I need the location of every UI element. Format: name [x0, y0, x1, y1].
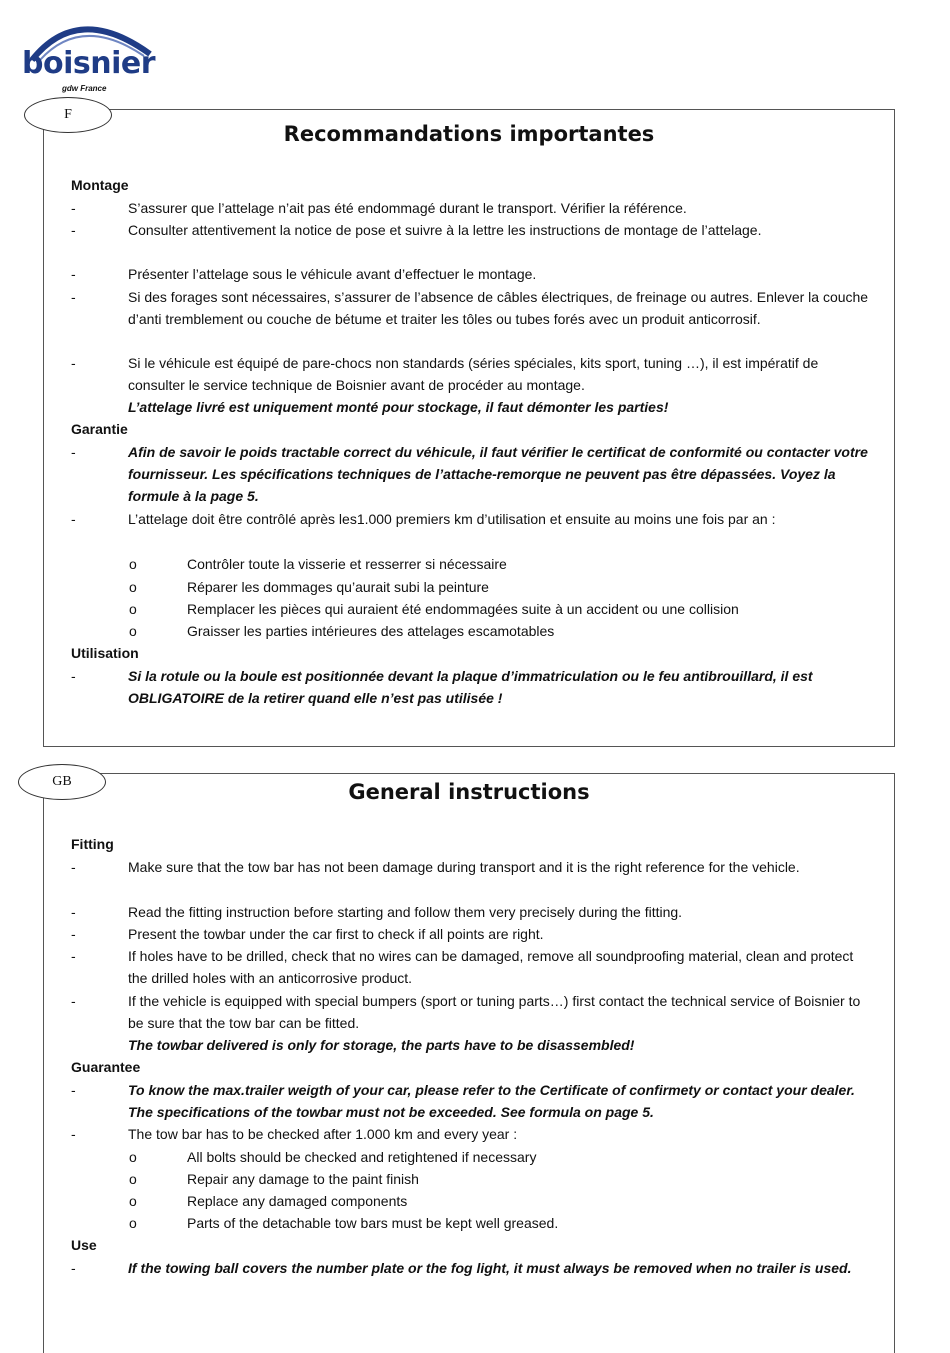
list-item: - L’attelage doit être contrôlé après les1.000 premiers km d’utilisation et ensuite au moins une fois par an :: [71, 508, 871, 530]
bullet-marker: o: [129, 579, 137, 595]
list-item: - Read the fitting instruction before starting and follow them very precisely during the fitting.: [71, 901, 871, 923]
sub-list-item: o Graisser les parties intérieures des attelages escamotables: [71, 620, 871, 642]
section-french: [43, 109, 895, 747]
fitting-note: The towbar delivered is only for storage, the parts have to be disassembled!: [128, 1037, 635, 1053]
bullet-marker: o: [129, 556, 137, 572]
section-english: [43, 773, 895, 1353]
dash-marker: -: [71, 948, 76, 964]
logo-tagline: gdw France: [62, 84, 107, 93]
list-item: - Si le véhicule est équipé de pare-chocs non standards (séries spéciales, kits sport, tuning …), il est impératif de consulter le service technique de Boisnier avant de procéder au montage.: [71, 352, 871, 396]
list-item: - Consulter attentivement la notice de pose et suivre à la lettre les instructions de montage de l’attelage.: [71, 219, 871, 241]
list-item: - S’assurer que l’attelage n’ait pas été endommagé durant le transport. Vérifier la référence.: [71, 197, 871, 219]
language-badge-f: F: [24, 97, 112, 133]
heading-utilisation: Utilisation: [71, 645, 139, 661]
list-item: - If holes have to be drilled, check that no wires can be damaged, remove all soundproofing material, clean and protect the drilled holes with an anticorrosive product.: [71, 945, 871, 989]
language-badge-gb: GB: [18, 764, 106, 800]
dash-marker: -: [71, 444, 76, 460]
section-title-french: Recommandations importantes: [283, 122, 655, 146]
dash-marker: -: [71, 1082, 76, 1098]
dash-marker: -: [71, 266, 76, 282]
list-item: - Make sure that the tow bar has not been damage during transport and it is the right reference for the vehicle.: [71, 856, 871, 878]
dash-marker: -: [71, 904, 76, 920]
list-item: - Présenter l’attelage sous le véhicule avant d’effectuer le montage.: [71, 263, 871, 285]
bullet-marker: o: [129, 1215, 137, 1231]
dash-marker: -: [71, 289, 76, 305]
sub-list-item: o Repair any damage to the paint finish: [71, 1168, 871, 1190]
dash-marker: -: [71, 200, 76, 216]
dash-marker: -: [71, 926, 76, 942]
bullet-marker: o: [129, 1149, 137, 1165]
bullet-marker: o: [129, 601, 137, 617]
bullet-marker: o: [129, 623, 137, 639]
sub-list-item: o Réparer les dommages qu’aurait subi la peinture: [71, 576, 871, 598]
list-item: - If the vehicle is equipped with special bumpers (sport or tuning parts…) first contact the technical service of Boisnier to be sure that the tow bar can be fitted.: [71, 990, 871, 1034]
list-item: - Si la rotule ou la boule est positionnée devant la plaque d’immatriculation ou le feu antibrouillard, il est OBLIGATOIRE de la retirer quand elle n’est pas utilisée !: [71, 665, 871, 709]
montage-note: L’attelage livré est uniquement monté pour stockage, il faut démonter les parties!: [128, 399, 669, 415]
dash-marker: -: [71, 993, 76, 1009]
heading-montage: Montage: [71, 177, 129, 193]
list-item: - If the towing ball covers the number plate or the fog light, it must always be removed when no trailer is used.: [71, 1257, 871, 1279]
heading-use: Use: [71, 1237, 97, 1253]
sub-list-item: o Replace any damaged components: [71, 1190, 871, 1212]
list-item: - Afin de savoir le poids tractable correct du véhicule, il faut vérifier le certificat de conformité ou contacter votre fournisseur. Les spécifications techniques de l’attache-remorque ne peuvent pas être dépassées. Voyez la formule à la page 5.: [71, 441, 871, 507]
dash-marker: -: [71, 355, 76, 371]
dash-marker: -: [71, 859, 76, 875]
list-item: - To know the max.trailer weigth of your car, please refer to the Certificate of confirmety or contact your dealer. The specifications of the towbar must not be exceeded. See formula on page 5.: [71, 1079, 871, 1123]
heading-garantie: Garantie: [71, 421, 128, 437]
sub-list-item: o Parts of the detachable tow bars must be kept well greased.: [71, 1212, 871, 1234]
dash-marker: -: [71, 668, 76, 684]
list-item: - Si des forages sont nécessaires, s’assurer de l’absence de câbles électriques, de freinage ou autres. Enlever la couche d’anti tremblement ou couche de bétume et traiter les tôles ou tubes forés avec un produit anticorrosif.: [71, 286, 871, 330]
section-title-english: General instructions: [348, 780, 590, 804]
sub-list-item: o Remplacer les pièces qui auraient été endommagées suite à un accident ou une collision: [71, 598, 871, 620]
dash-marker: -: [71, 222, 76, 238]
list-item: - The tow bar has to be checked after 1.000 km and every year :: [71, 1123, 871, 1145]
heading-guarantee: Guarantee: [71, 1059, 141, 1075]
dash-marker: -: [71, 1260, 76, 1276]
logo-wordmark: boisnier: [22, 46, 156, 81]
sub-list-item: o All bolts should be checked and retightened if necessary: [71, 1146, 871, 1168]
dash-marker: -: [71, 511, 76, 527]
bullet-marker: o: [129, 1171, 137, 1187]
sub-list-item: o Contrôler toute la visserie et resserrer si nécessaire: [71, 553, 871, 575]
list-item: - Present the towbar under the car first to check if all points are right.: [71, 923, 871, 945]
heading-fitting: Fitting: [71, 836, 114, 852]
bullet-marker: o: [129, 1193, 137, 1209]
boisnier-logo: [18, 10, 168, 96]
dash-marker: -: [71, 1126, 76, 1142]
